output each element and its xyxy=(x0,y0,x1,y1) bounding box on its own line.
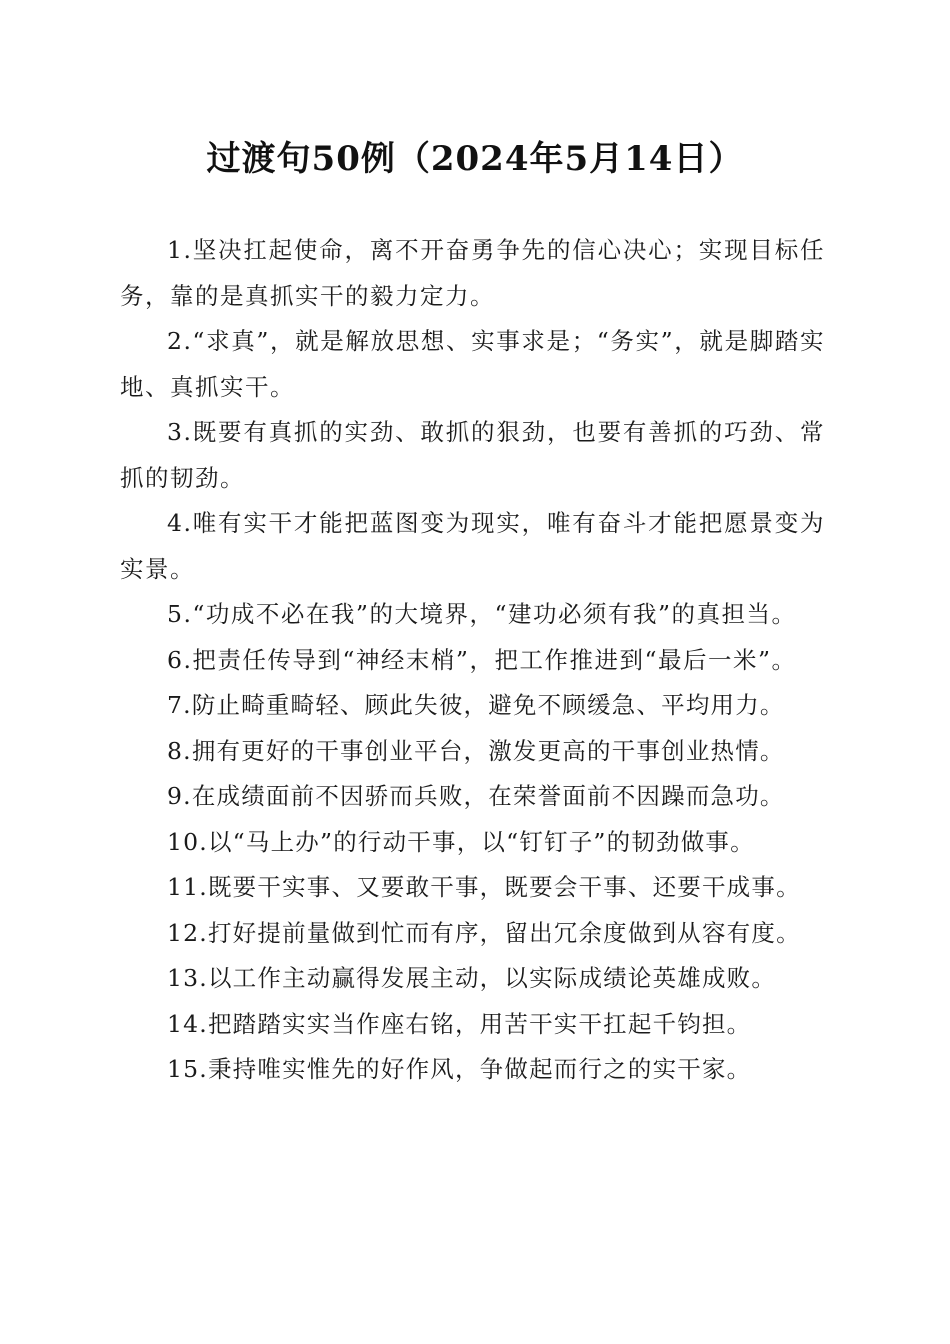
list-item: 3.既要有真抓的实劲、敢抓的狠劲，也要有善抓的巧劲、常抓的韧劲。 xyxy=(120,418,825,492)
list-item: 12.打好提前量做到忙而有序，留出冗余度做到从容有度。 xyxy=(167,918,801,947)
list-item: 4.唯有实干才能把蓝图变为现实，唯有奋斗才能把愿景变为实景。 xyxy=(120,509,825,583)
list-item: 2.“求真”，就是解放思想、实事求是；“务实”，就是脚踏实地、真抓实干。 xyxy=(120,327,825,401)
list-item: 9.在成绩面前不因骄而兵败，在荣誉面前不因躁而急功。 xyxy=(167,782,785,810)
list-item: 1.坚决扛起使命，离不开奋勇争先的信心决心；实现目标任务，靠的是真抓实干的毅力定力。 xyxy=(120,236,825,310)
list-item: 11.既要干实事、又要敢干事，既要会干事、还要干成事。 xyxy=(167,873,801,901)
list-item: 6.把责任传导到“神经末梢”，把工作推进到“最后一米”。 xyxy=(167,645,797,674)
list-item: 7.防止畸重畸轻、顾此失彼，避免不顾缓急、平均用力。 xyxy=(167,691,785,719)
list-item: 14.把踏踏实实当作座右铭，用苦干实干扛起千钧担。 xyxy=(167,1009,752,1038)
list-item: 5.“功成不必在我”的大境界，“建功必须有我”的真担当。 xyxy=(167,600,797,628)
list-item: 15.秉持唯实惟先的好作风，争做起而行之的实干家。 xyxy=(167,1055,752,1083)
document-title: 过渡句50例（2024年5月14日） xyxy=(206,139,744,179)
list-item: 13.以工作主动赢得发展主动，以实际成绩论英雄成败。 xyxy=(167,964,777,992)
list-item: 10.以“马上办”的行动干事，以“钉钉子”的韧劲做事。 xyxy=(167,827,755,856)
document-body xyxy=(120,228,825,1093)
list-item: 8.拥有更好的干事创业平台，激发更高的干事创业热情。 xyxy=(167,736,785,765)
